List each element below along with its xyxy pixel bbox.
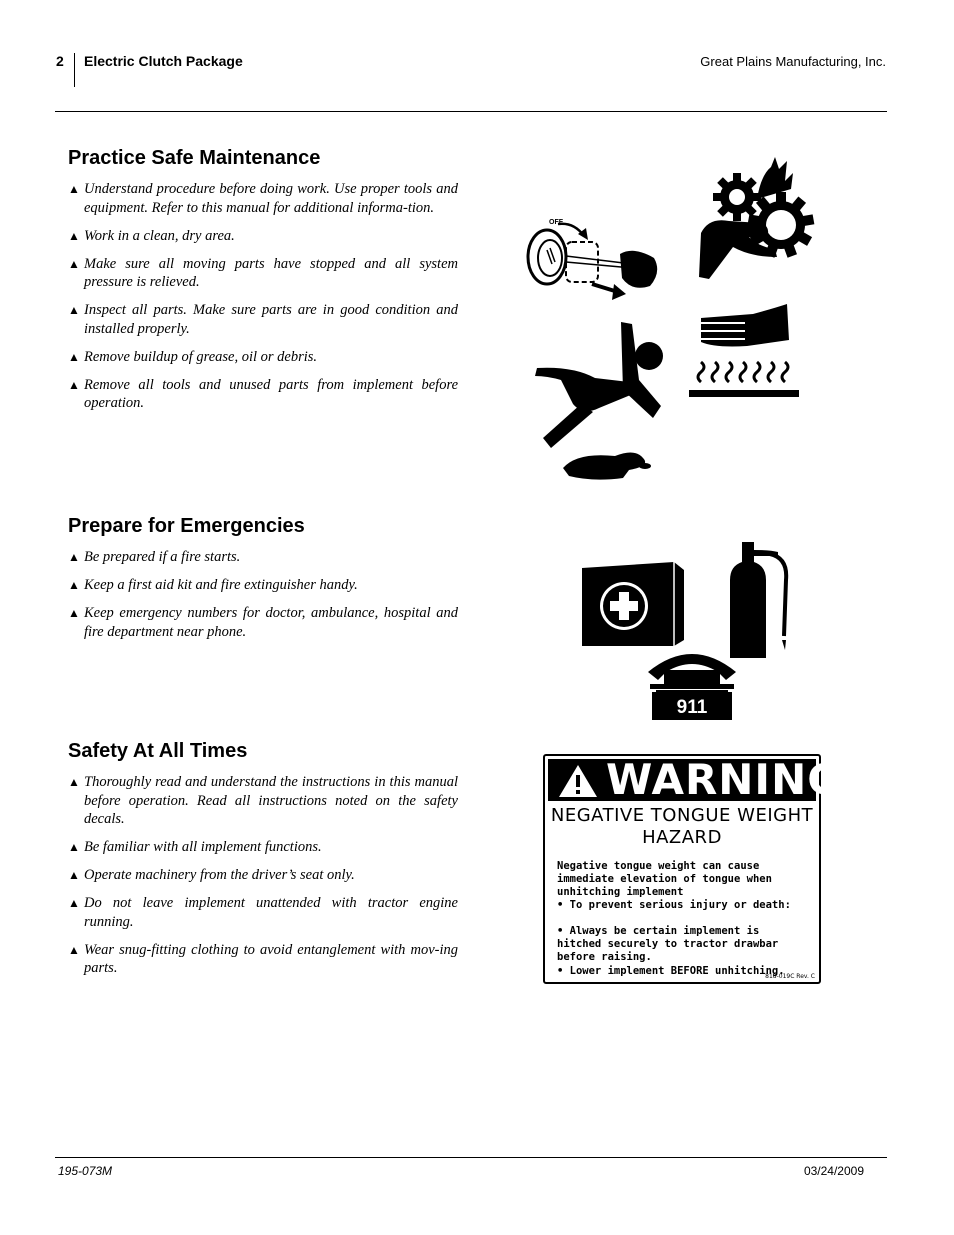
list-item: ▲ Make sure all moving parts have stopped and all system pressure is relieved. (68, 255, 458, 291)
page-number: 2 (56, 53, 64, 69)
list-item: ▲ Be prepared if a fire starts. (68, 549, 241, 565)
triangle-bullet-icon: ▲ (68, 942, 80, 957)
list-item: ▲ Understand procedure before doing work. Use proper tools and equipment. Refer to this manual for additional informa-tion. (68, 181, 458, 216)
triangle-bullet-icon: ▲ (68, 605, 80, 620)
warning-triangle-icon (558, 764, 598, 798)
hazard-title-line2: HAZARD (642, 827, 722, 848)
footer-rule (55, 1157, 887, 1158)
triangle-bullet-icon: ▲ (68, 182, 80, 196)
decal-body-text: Negative tongue weight can cause immediate elevation of tongue when unhitching implement (557, 860, 772, 898)
revision-date: 03/24/2009 (803, 1164, 864, 1178)
warning-decal (543, 754, 843, 984)
triangle-bullet-icon: ▲ (68, 256, 80, 271)
list-item: ▲ Operate machinery from the driver’s seat only. (68, 867, 355, 884)
emergency-number: 911 (676, 697, 708, 718)
ignition-key-off-icon (522, 212, 667, 304)
triangle-bullet-icon: ▲ (68, 349, 80, 364)
header-rule (55, 111, 887, 112)
company-name: Great Plains Manufacturing, Inc. (700, 54, 886, 69)
list-item: ▲ Do not leave implement unattended with tractor engine running. (68, 895, 458, 930)
list-item: ▲ Wear snug-fitting clothing to avoid entanglement with mov-ing parts. (68, 941, 458, 977)
triangle-bullet-icon: ▲ (68, 840, 80, 855)
decal-part-number: 818-019C Rev. C (765, 973, 815, 980)
safety-all-times-list (68, 773, 458, 987)
emergencies-list (68, 548, 458, 651)
decal-body-text: • Always be certain implement is hitched securely to tractor drawbar before raising. (557, 925, 779, 963)
decal-body-text: • To prevent serious injury or death: (557, 899, 791, 911)
gear-entanglement-icon (695, 155, 823, 280)
triangle-bullet-icon: ▲ (68, 377, 80, 392)
decal-header (548, 755, 843, 804)
fire-extinguisher-icon (724, 540, 792, 660)
triangle-bullet-icon: ▲ (68, 896, 80, 911)
triangle-bullet-icon: ▲ (68, 303, 80, 318)
section-title-safety-all-times: Safety At All Times (68, 740, 248, 762)
safe-maintenance-list (68, 180, 458, 422)
triangle-bullet-icon: ▲ (68, 868, 80, 883)
list-item: ▲ Thoroughly read and understand the instructions in this manual before operation. Read all instructions noted on the safety decals. (68, 774, 458, 828)
slip-fall-hazard-icon (533, 320, 668, 482)
triangle-bullet-icon: ▲ (68, 228, 80, 243)
list-item: ▲ Remove buildup of grease, oil or debris. (68, 348, 318, 365)
section-title-emergencies: Prepare for Emergencies (68, 515, 305, 537)
list-item: ▲ Work in a clean, dry area. (68, 227, 235, 244)
list-item: ▲ Keep emergency numbers for doctor, ambulance, hospital and fire department near phone. (68, 604, 458, 640)
manual-title: Electric Clutch Package (84, 53, 243, 69)
triangle-bullet-icon: ▲ (68, 550, 80, 564)
hazard-title-line1: NEGATIVE TONGUE WEIGHT (550, 805, 814, 826)
triangle-bullet-icon: ▲ (68, 775, 80, 789)
list-item: ▲ Remove all tools and unused parts from implement before operation. (68, 376, 458, 412)
hot-surface-hand-icon (687, 302, 801, 402)
list-item: ▲ Inspect all parts. Make sure parts are in good condition and installed properly. (68, 302, 458, 337)
section-title-safe-maintenance: Practice Safe Maintenance (68, 147, 321, 169)
ignition-off-label: OFF (549, 219, 563, 226)
triangle-bullet-icon: ▲ (68, 577, 80, 592)
emergency-phone-icon (646, 650, 738, 722)
header-divider (74, 53, 75, 87)
decal-body-text: • Lower implement BEFORE unhitching. (557, 965, 785, 977)
document-number: 195-073M (58, 1164, 113, 1178)
first-aid-kit-icon (578, 558, 688, 648)
list-item: ▲ Be familiar with all implement functions. (68, 839, 322, 856)
list-item: ▲ Keep a first aid kit and fire extinguisher handy. (68, 576, 358, 593)
signal-word: WARNING (606, 755, 843, 804)
